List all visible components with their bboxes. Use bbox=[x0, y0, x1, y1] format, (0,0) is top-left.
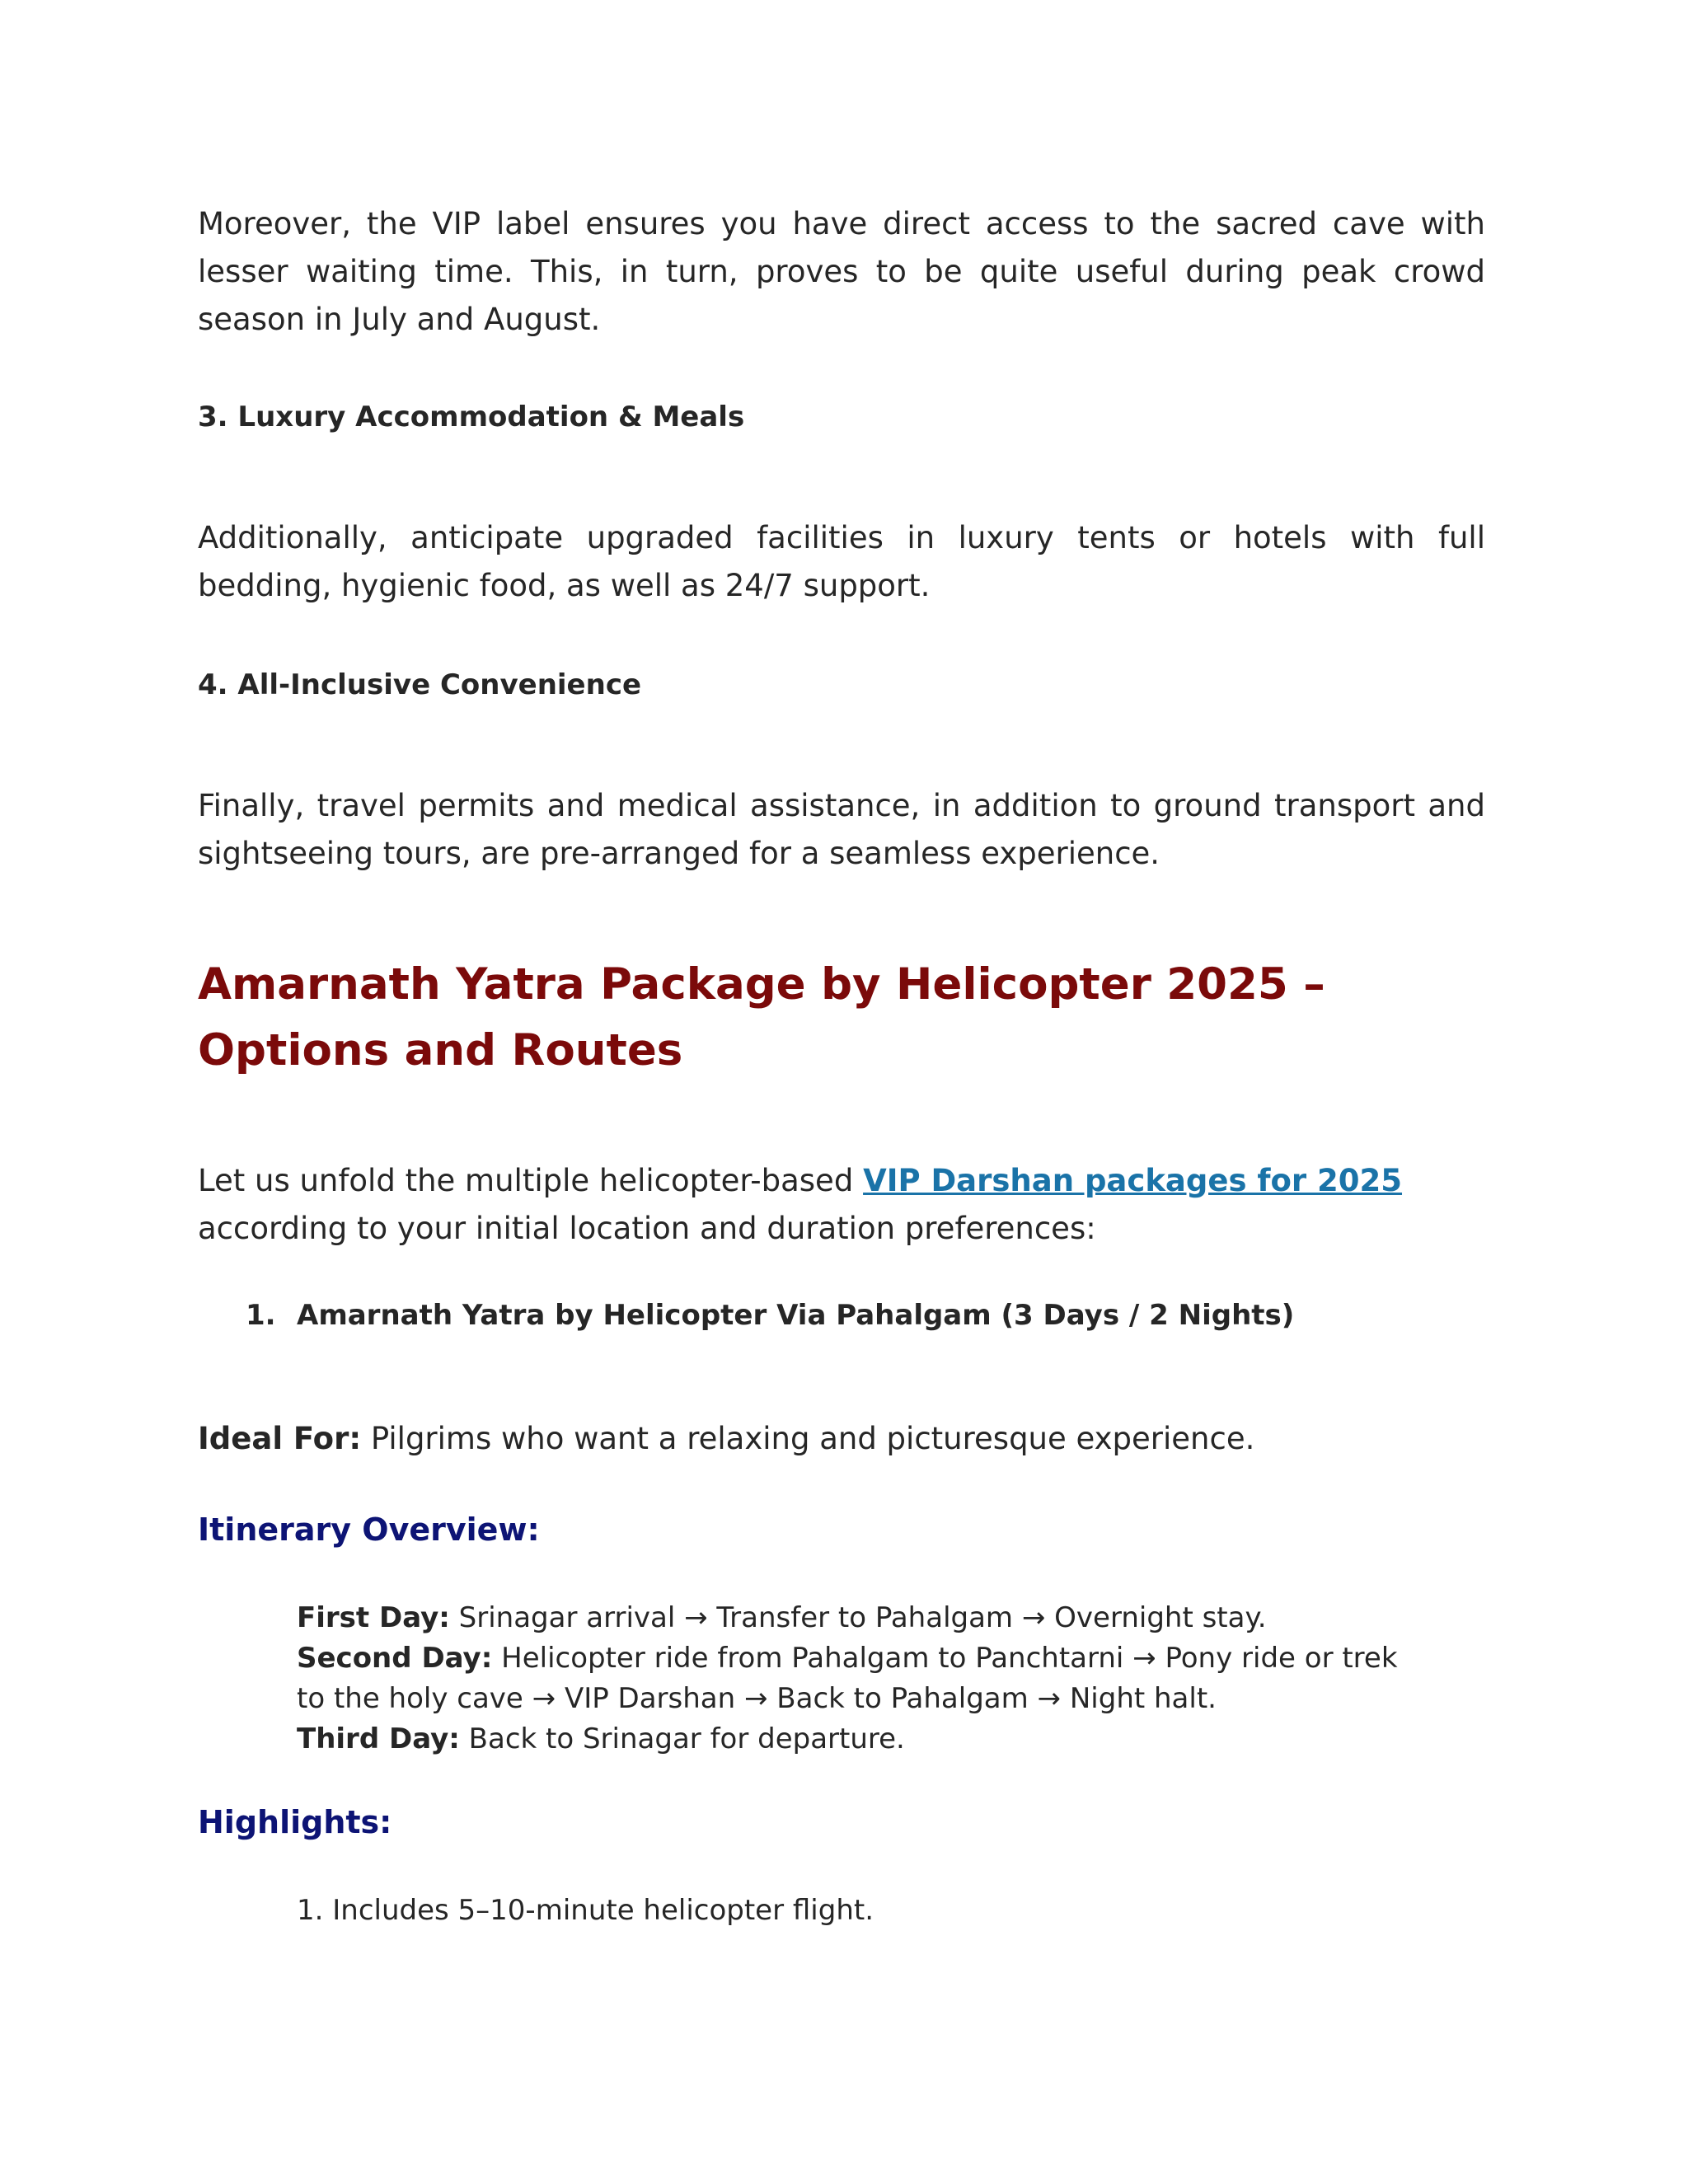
paragraph-vip-access: Moreover, the VIP label ensures you have direct access to the sacred cave with lesser waiting time. This, in turn, proves to be quite useful during peak crowd season in July and August. bbox=[198, 206, 1485, 337]
list-number: 1. bbox=[246, 1299, 276, 1332]
day-label: Third Day: bbox=[297, 1722, 460, 1755]
package-title: Amarnath Yatra by Helicopter Via Pahalgam (3 Days / 2 Nights) bbox=[297, 1299, 1295, 1332]
itinerary-day-2 bbox=[297, 1638, 1434, 1719]
itinerary-list bbox=[297, 1598, 1434, 1760]
paragraph-convenience: Finally, travel permits and medical assistance, in addition to ground transport and sightseeing tours, are pre-arranged for a seamless experience. bbox=[198, 788, 1485, 871]
day-text: Helicopter ride from Pahalgam to Panchtarni → Pony ride or trek to the holy cave → VIP Darshan → Back to Pahalgam → Night halt. bbox=[297, 1642, 1398, 1715]
section-title: Amarnath Yatra Package by Helicopter 2025 – Options and Routes bbox=[198, 959, 1325, 1076]
day-text: Back to Srinagar for departure. bbox=[459, 1722, 905, 1755]
intro-text-before-link: Let us unfold the multiple helicopter-based bbox=[198, 1163, 864, 1198]
itinerary-day-1 bbox=[297, 1598, 1434, 1638]
day-label: Second Day: bbox=[297, 1642, 493, 1675]
highlights-heading: Highlights: bbox=[198, 1804, 392, 1840]
paragraph-accommodation: Additionally, anticipate upgraded facilities in luxury tents or hotels with full bedding, hygienic food, as well as 24/7 support. bbox=[198, 520, 1485, 603]
ideal-for-text: Pilgrims who want a relaxing and picturesque experience. bbox=[361, 1421, 1255, 1456]
ideal-for-line bbox=[198, 1415, 1485, 1463]
subheading-luxury-accommodation: 3. Luxury Accommodation & Meals bbox=[198, 401, 745, 434]
itinerary-day-3 bbox=[297, 1719, 1434, 1760]
paragraph-intro bbox=[198, 1157, 1485, 1253]
day-text: Srinagar arrival → Transfer to Pahalgam → Overnight stay. bbox=[449, 1601, 1267, 1634]
package-list-item bbox=[246, 1297, 1294, 1333]
itinerary-heading: Itinerary Overview: bbox=[198, 1511, 540, 1548]
intro-text-after-link: according to your initial location and duration preferences: bbox=[198, 1211, 1096, 1246]
vip-darshan-packages-link[interactable]: VIP Darshan packages for 2025 bbox=[863, 1163, 1403, 1198]
ideal-for-label: Ideal For: bbox=[198, 1421, 362, 1456]
day-label: First Day: bbox=[297, 1601, 450, 1634]
subheading-all-inclusive: 4. All-Inclusive Convenience bbox=[198, 668, 642, 701]
highlight-item: 1. Includes 5–10-minute helicopter flight. bbox=[297, 1894, 874, 1927]
